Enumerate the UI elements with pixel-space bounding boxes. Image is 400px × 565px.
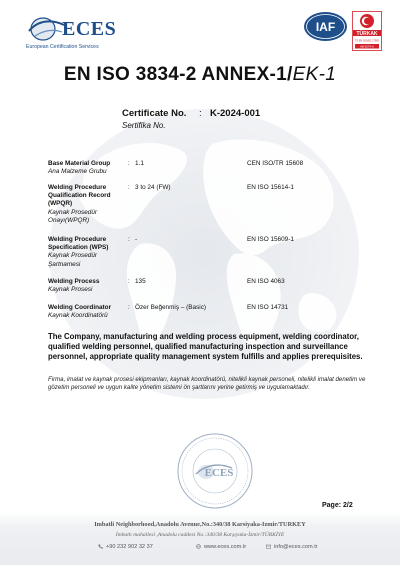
iaf-badge-icon (303, 11, 348, 42)
row-value: 135 (135, 278, 146, 285)
row-colon: : (128, 236, 130, 243)
turkak-standard: TS EN ISO/IEC 17065 (355, 39, 379, 43)
row-standard: EN ISO 4063 (247, 278, 285, 285)
iaf-label: IAF (315, 20, 336, 34)
certificate-number: K-2024-001 (210, 108, 261, 119)
row-colon: : (128, 304, 130, 311)
row-colon: : (128, 184, 130, 191)
row-value: 1.1 (135, 160, 144, 167)
certificate-number-block (122, 108, 261, 130)
row-colon: : (128, 160, 130, 167)
footer-address-en: Imbatli Neighborhood,Anadolu Avenue,No.:340/38 Karsiyaka-Izmir/TURKEY (94, 521, 306, 528)
row-value: 3 to 24 (FW) (135, 184, 171, 191)
row-colon: : (128, 278, 130, 285)
title-en: EN ISO 3834-2 ANNEX-1/ (63, 64, 293, 85)
turkak-label: TÜRKAK (356, 31, 378, 37)
page-title (0, 64, 400, 86)
company-seal-stamp (176, 432, 254, 510)
row-standard: EN ISO 15609-1 (247, 236, 294, 243)
certificate-label-tr: Sertifika No. (122, 121, 166, 130)
seal-center-text: ECES (204, 467, 234, 479)
row-label: Welding Coordinator Kaynak Koordinatörü (48, 304, 138, 320)
eces-logo (26, 14, 136, 54)
row-label-tr: Kaynak Koordinatörü (48, 312, 108, 320)
row-label: Welding Procedure Qualification Record (WPQR) Kaynak Prosedür Onayı(WPQR) (48, 184, 128, 225)
logo-subtitle: European Certification Services (26, 44, 99, 50)
footer-address-tr: İmbatlı mahallesi ,Anadolu caddesi No.:340/38 Karşıyaka-İzmir/TÜRKİYE (115, 532, 285, 538)
row-label: Welding Procedure Specification (WPS) Kaynak Prosedür Şartnamesi (48, 236, 128, 269)
row-label-tr: Ana Malzeme Grubu (48, 168, 107, 176)
row-label-tr: Kaynak Prosedür Onayı(WPQR) (48, 208, 98, 224)
footer-email[interactable]: info@eces.com.tr (266, 544, 318, 550)
row-standard: EN ISO 15614-1 (247, 184, 294, 191)
turkak-accreditation-icon (352, 11, 382, 51)
phone-icon (98, 544, 103, 549)
row-label-tr: Kaynak Prosesi (48, 286, 93, 294)
row-standard: CEN ISO/TR 15608 (247, 160, 304, 167)
certificate-label: Certificate No. (122, 108, 187, 119)
row-value: Özer Beğenmiş – (Basic) (135, 304, 207, 311)
scope-statement-en: The Company, manufacturing and welding process equipment, welding coordinator, qualified welding personnel, qualified manufacturing inspection and surveillance personnel, appropriate quality management system fulfills and applies prerequisites. (48, 332, 363, 361)
row-label: Base Material Group Ana Malzeme Grubu (48, 160, 128, 176)
scope-statement-tr: Firma, imalat ve kaynak prosesi ekipmanları, kaynak koordinatörü, nitelikli kaynak personeli, nitelikli imalat denetim ve gözetim personeli ve uygun kalite yönetim sistemi ön şartlarını yerine getirmiş ve uygulamaktadır. (48, 376, 366, 392)
row-value: - (135, 236, 138, 243)
row-label-tr: Kaynak Prosedür Şartnamesi (48, 252, 98, 268)
title-tr: EK-1 (292, 64, 337, 85)
row-label: Welding Process Kaynak Prosesi (48, 278, 128, 294)
page-number: Page: 2/2 (322, 502, 353, 509)
turkak-code: AB-0274-U (360, 44, 374, 49)
footer-website[interactable]: www.eces.com.tr (196, 544, 246, 550)
certificate-colon: : (199, 108, 202, 119)
footer-phone: +90 232 902 32 37 (98, 544, 153, 550)
mail-icon (266, 544, 271, 549)
globe-icon (196, 544, 201, 549)
logo-wordmark: ECES (62, 18, 117, 40)
footer-band (0, 512, 400, 565)
globe-swoosh-icon (26, 16, 66, 42)
row-standard: EN ISO 14731 (247, 304, 289, 311)
